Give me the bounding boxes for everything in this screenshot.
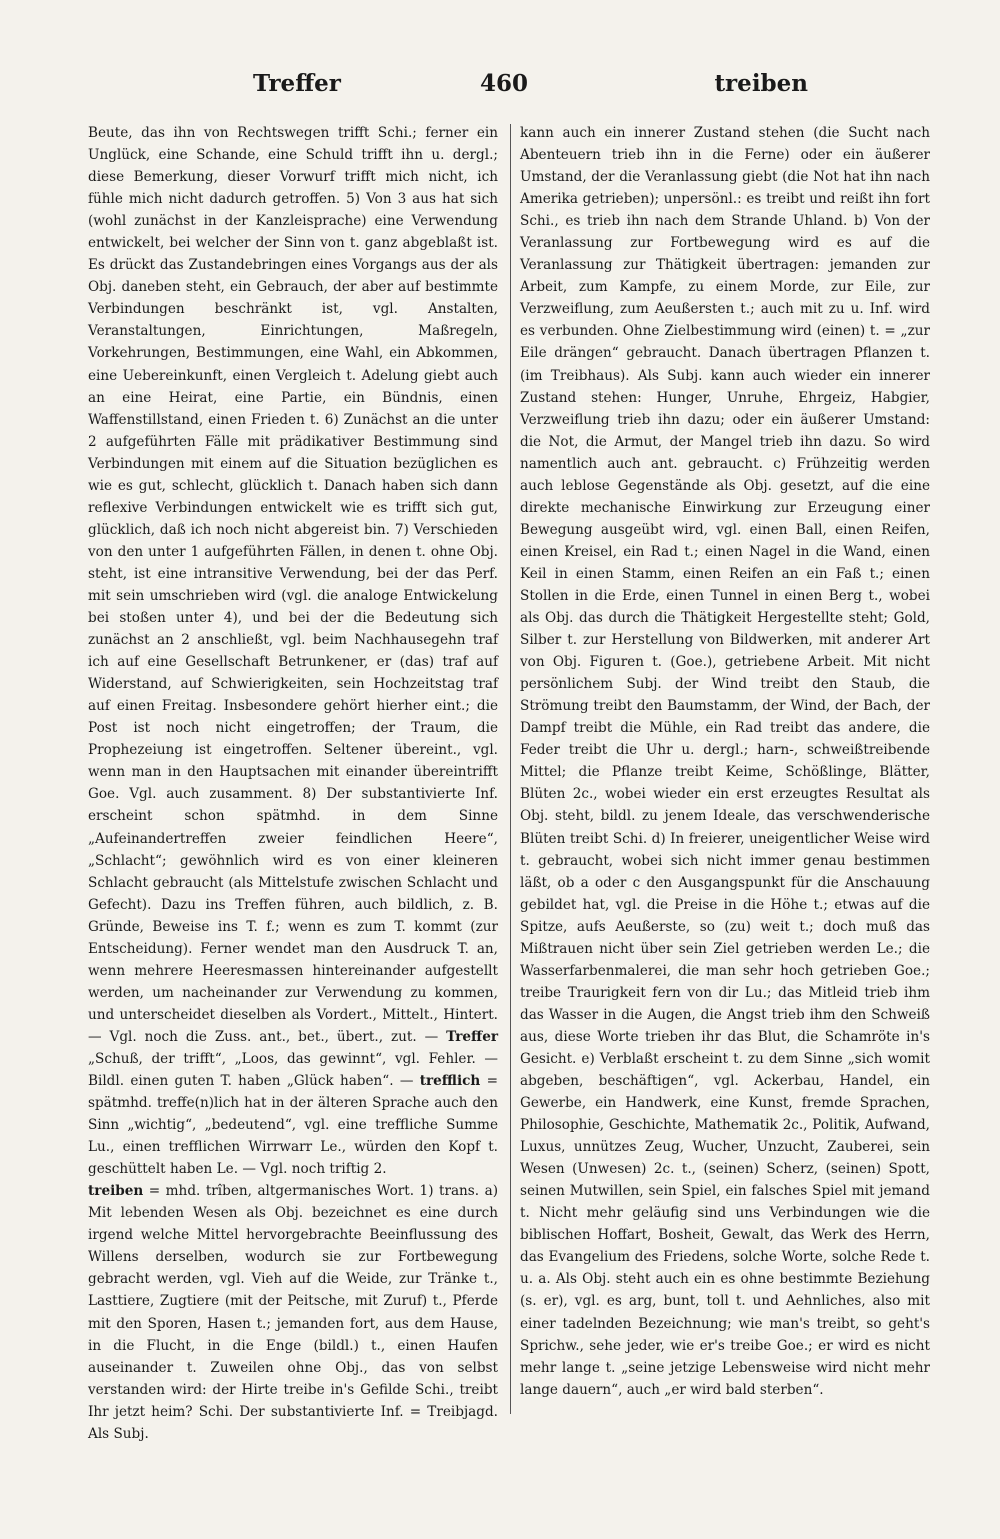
left-column bbox=[88, 122, 498, 1442]
right-column bbox=[520, 122, 930, 1422]
entry-treiben-text: = mhd. trîben, altgermanisches Wort. 1) trans. a) Mit lebenden Wesen als Obj. bezeichnet es eine durch irgend welche Mittel hervorgebrachte Beeinflussung des Willens derselben, wodurch sie zur Fortbewegung gebracht werden, vgl. Vieh auf die Weide, zur Tränke t., Lasttiere, Zugtiere (mit der Peitsche, mit Zuruf) t., Pferde mit den Sporen, Hasen t.; jemanden fort, aus dem Hause, in die Flucht, in die Enge (bildl.) t., einen Haufen auseinander t. Zuweilen ohne Obj., das von selbst verstanden wird: der Hirte treibe in's Gefilde Schi., treibt Ihr jetzt heim? Schi. Der substantivierte Inf. = Treibjagd. Als Subj. bbox=[88, 1183, 498, 1442]
entry-text bbox=[88, 122, 498, 1180]
entry-treiben-continuation: kann auch ein innerer Zustand stehen (die Sucht nach Abenteuern trieb ihn in die Ferne) oder ein äußerer Umstand, der die Veranlassung giebt (die Not hat ihn nach Amerika getrieben); unpersönl.: es treibt und reißt ihn fort Schi., es trieb ihn nach dem Strande Uhland. b) Von der Veranlassung zur Fortbewegung wird es auf die Veranlassung zur Thätigkeit übertragen: jemanden zur Arbeit, zum Kampfe, zu einem Morde, zur Eile, zur Verzweiflung, zum Aeußersten t.; auch mit zu u. Inf. wird es verbunden. Ohne Zielbestimmung wird (einen) t. = „zur Eile drängen“ gebraucht. Danach übertragen Pflanzen t. (im Treibhaus). Als Subj. kann auch wieder ein innerer Zustand stehen: Hunger, Unruhe, Ehrgeiz, Habgier, Verzweiflung trieb ihn dazu; oder ein äußerer Umstand: die Not, die Armut, der Mangel trieb ihn dazu. So wird namentlich auch ant. gebraucht. c) Frühzeitig werden auch leblose Gegenstände als Obj. gesetzt, auf die eine direkte mechanische Einwirkung zur Erzeugung einer Bewegung ausgeübt wird, vgl. einen Ball, einen Reifen, einen Kreisel, ein Rad t.; einen Nagel in die Wand, einen Keil in einen Stamm, einen Reifen an ein Faß t.; einen Stollen in die Erde, einen Tunnel in einen Berg t., wobei als Obj. das durch die Thätigkeit Hergestellte steht; Gold, Silber t. zur Herstellung von Bildwerken, mit anderer Art von Obj. Figuren t. (Goe.), getriebene Arbeit. Mit nicht persönlichem Subj. der Wind treibt den Staub, die Strömung treibt den Baumstamm, der Wind, der Bach, der Dampf treibt die Mühle, ein Rad treibt das andere, die Feder treibt die Uhr u. dergl.; harn-, schweißtreibende Mittel; die Pflanze treibt Keime, Schößlinge, Blätter, Blüten 2c., wobei wieder ein erst erzeugtes Resultat als Obj. steht, bildl. zu jenem Ideale, das verschwenderische Blüten treibt Schi. d) In freierer, uneigentlicher Weise wird t. gebraucht, wobei sich nicht immer genau bestimmen läßt, ob a oder c den Ausgangspunkt für die Anschauung gebildet hat, vgl. die Preise in die Höhe t.; etwas auf die Spitze, aufs Aeußerste, so (zu) weit t.; doch muß das Mißtrauen nicht über sein Ziel getrieben werden Le.; die Wasserfarbenmalerei, die man sehr hoch getrieben Goe.; treibe Traurigkeit fern von dir Lu.; das Mitleid trieb ihm das Wasser in die Augen, die Angst trieb ihm den Schweiß aus, diese Worte trieben ihr das Blut, die Schamröte in's Gesicht. e) Verblaßt erscheint t. zu dem Sinne „sich womit abgeben, beschäftigen“, vgl. Ackerbau, Handel, ein Gewerbe, ein Handwerk, eine Kunst, fremde Sprachen, Philosophie, Geschichte, Mathematik 2c., Politik, Aufwand, Luxus, unnützes Zeug, Wucher, Unzucht, Zauberei, sein Wesen (Unwesen) 2c. t., (seinen) Scherz, (seinen) Spott, seinen Mutwillen, sein Spiel, ein falsches Spiel mit jemand t. Nicht mehr geläufig sind uns Verbindungen wie die biblischen Hoffart, Bosheit, Gewalt, das Werk des Herrn, das Evangelium des Friedens, solche Worte, solche Rede t. u. a. Als Obj. steht auch ein es ohne bestimmte Beziehung (s. er), vgl. es arg, bunt, toll t. und Aehnliches, also mit einer tadelnden Bezeichnung; wie man's treibt, so geht's Sprichw., sehe jeder, wie er's treibe Goe.; er wird es nicht mehr lange t. „seine jetzige Lebensweise wird nicht mehr lange dauern“, auch „er wird bald sterben“. bbox=[520, 125, 930, 1398]
entry-treffer-text: „Schuß, der trifft“, „Loos, das gewinnt“, vgl. Fehler. — Bildl. einen guten T. haben „Glück haben“. — bbox=[88, 1050, 498, 1090]
page-number: 460 bbox=[480, 70, 529, 97]
entry-trefflich-text: = spätmhd. treffe(n)lich hat in der älteren Sprache auch den Sinn „wichtig“, „bedeutend“, vgl. eine treffliche Summe Lu., einen trefflichen Wirrwarr Le., würden den Kopf t. geschüttelt haben Le. — Vgl. noch triftig 2. bbox=[88, 1073, 498, 1178]
headword-treiben: treiben bbox=[88, 1183, 144, 1200]
running-head-right: treiben bbox=[714, 70, 808, 97]
entry-treffen-continuation: Beute, das ihn von Rechtswegen trifft Schi.; ferner ein Unglück, eine Schande, eine Schuld trifft ihn u. dergl.; diese Bemerkung, dieser Vorwurf trifft mich nicht, ich fühle mich nicht dadurch getroffen. 5) Von 3 aus hat sich (wohl zunächst in der Kanzleisprache) eine Verwendung entwickelt, bei welcher der Sinn von t. ganz abgeblaßt ist. Es drückt das Zustandebringen eines Vorgangs aus der als Obj. daneben steht, ein Gebrauch, der aber auf bestimmte Verbindungen beschränkt ist, vgl. Anstalten, Veranstaltungen, Einrichtungen, Maßregeln, Vorkehrungen, Bestimmungen, eine Wahl, ein Abkommen, eine Uebereinkunft, einen Vergleich t. Adelung giebt auch an eine Heirat, eine Partie, ein Bündnis, einen Waffenstillstand, einen Frieden t. 6) Zunächst an die unter 2 aufgeführten Fälle mit prädikativer Bestimmung sind Verbindungen mit einem auf die Situation bezüglichen es wie es gut, schlecht, glücklich t. Danach haben sich dann reflexive Verbindungen entwickelt wie es trifft sich gut, glücklich, daß ich noch nicht abgereist bin. 7) Verschieden von den unter 1 aufgeführten Fällen, in denen t. ohne Obj. steht, ist eine intransitive Verwendung, bei der das Perf. mit sein umschrieben wird (vgl. die analoge Entwickelung bei stoßen unter 4), und bei der die Bedeutung sich zunächst an 2 anschließt, vgl. beim Nachhausegehn traf ich auf eine Gesellschaft Betrunkener, er (das) traf auf Widerstand, auf Schwierigkeiten, sein Hochzeitstag traf auf einen Freitag. Insbesondere gehört hierher eint.; die Post ist noch nicht eingetroffen; der Traum, die Prophezeiung ist eingetroffen. Seltener übereint., vgl. wenn man in den Hauptsachen mit einander übereintrifft Goe. Vgl. auch zusamment. 8) Der substantivierte Inf. erscheint schon spätmhd. in dem Sinne „Aufeinandertreffen zweier feindlichen Heere“, „Schlacht“; gewöhnlich wird es von einer kleineren Schlacht gebraucht (als Mittelstufe zwischen Schlacht und Gefecht). Dazu ins Treffen führen, auch bildlich, z. B. Gründe, Beweise ins T. f.; wenn es zum T. kommt (zur Entscheidung). Ferner wendet man den Ausdruck T. an, wenn mehrere Heeresmassen hintereinander aufgestellt werden, um nacheinander zur Verwendung zu kommen, und unterscheidet dieselben als Vordert., Mittelt., Hintert. — Vgl. noch die Zuss. ant., bet., übert., zut. — bbox=[88, 125, 498, 1045]
entry-treiben bbox=[88, 1180, 498, 1445]
headword-trefflich: trefflich bbox=[419, 1073, 481, 1090]
headword-treffer: Treffer bbox=[446, 1028, 498, 1045]
page-header bbox=[88, 70, 928, 110]
running-head-left: Treffer bbox=[253, 70, 341, 97]
column-divider bbox=[510, 124, 511, 1414]
